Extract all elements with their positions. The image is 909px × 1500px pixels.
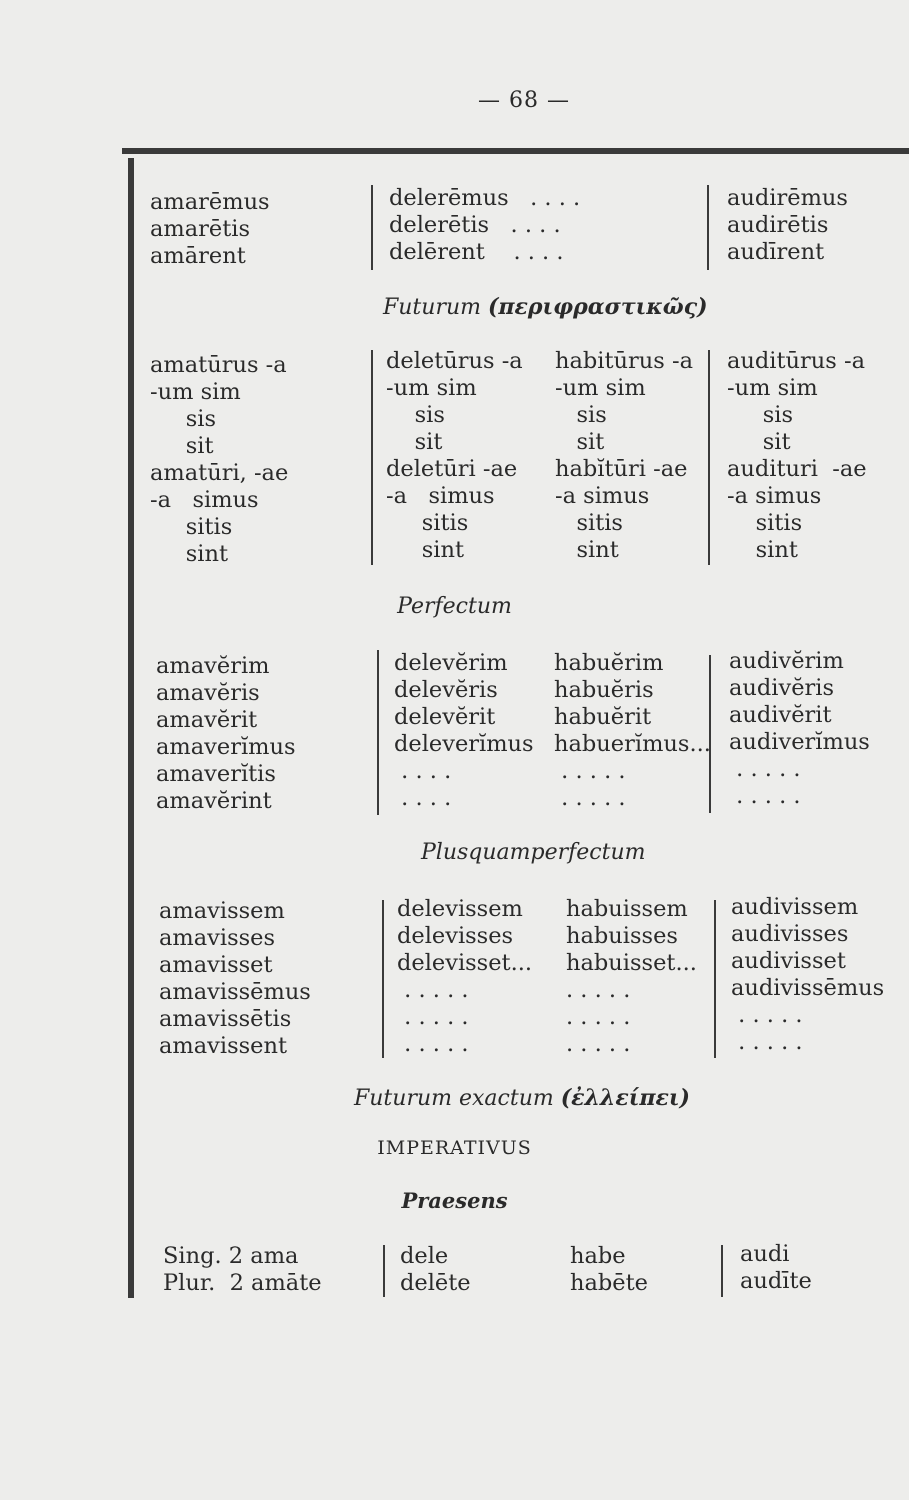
verb-form: delevisses [397,923,514,949]
verb-form: delēte [400,1270,471,1296]
verb-form: amarētis [150,216,251,242]
verb-form: audivisses [731,921,849,947]
verb-form: amavissētis [159,1006,292,1032]
verb-form: -a simus [150,487,259,513]
block1-col2 [389,185,580,266]
verb-form: Plur. 2 amāte [163,1270,322,1296]
block4-col2 [397,896,532,1058]
verb-form: delerētis . . . . [389,212,561,238]
block3-divider-1 [377,650,379,815]
verb-form: -um sim [386,375,477,401]
page-number: — 68 — [478,88,570,113]
verb-form: amavĕrim [156,653,270,679]
verb-form: audivĕrit [729,702,832,728]
verb-form: sit [555,429,605,455]
verb-form: dele [400,1243,449,1269]
verb-form: sint [727,537,798,563]
verb-form: . . . . . [566,1004,631,1030]
block1-col3 [727,185,848,266]
verb-form: amavissēmus [159,979,311,1005]
verb-form: . . . . . [729,783,801,809]
verb-form: sit [150,433,214,459]
verb-form: audivissem [731,894,859,920]
block2-col2 [386,348,523,564]
block4-col1 [159,898,311,1060]
verb-form: delerēmus . . . . [389,185,581,211]
verb-form: amavisses [159,925,276,951]
block3-col1 [156,653,296,815]
block5-col1 [163,1243,322,1297]
verb-form: sitis [150,514,233,540]
block5-col3 [570,1243,648,1297]
block1-divider-1 [371,185,373,270]
verb-form: delevisset... [397,950,533,976]
futurum-label: Futurum [383,295,481,320]
verb-form: amaverĭtis [156,761,276,787]
verb-form: sis [555,402,607,428]
verb-form: amavisset [159,952,273,978]
block4-col3 [566,896,697,1058]
verb-form: -um sim [150,379,241,405]
verb-form: -um sim [555,375,646,401]
verb-form: . . . . . [566,1031,631,1057]
verb-form: . . . . . [731,1002,803,1028]
verb-form: . . . . . [554,785,626,811]
block1-divider-2 [707,185,709,270]
futurum-heading [383,294,708,320]
verb-form: sint [386,537,465,563]
futurum-exactum-heading [354,1085,690,1111]
verb-form: deletūrus -a [386,348,523,374]
verb-form: audivissēmus [731,975,885,1001]
verb-form: habuerĭmus... [554,731,711,757]
verb-form: . . . . . [566,977,631,1003]
verb-form: delevĕris [394,677,498,703]
verb-form: habuisses [566,923,678,949]
verb-form: sint [150,541,229,567]
verb-form: . . . . . [397,977,469,1003]
verb-form: habuisset... [566,950,697,976]
block2-divider-1 [371,350,373,565]
verb-form: sitis [386,510,469,536]
verb-form: habe [570,1243,626,1269]
verb-form: -a simus [386,483,495,509]
block5-col4 [740,1241,812,1295]
verb-form: amavĕrit [156,707,258,733]
futurum-exactum-label: Futurum exactum [354,1086,554,1111]
verb-form: audirēmus [727,185,848,211]
verb-form: sis [150,406,217,432]
verb-form: audīrent [727,239,825,265]
verb-form: -um sim [727,375,818,401]
verb-form: delevissem [397,896,523,922]
perfectum-heading: Perfectum [397,594,512,619]
block5-divider-2 [721,1245,723,1297]
futurum-greek: (περιφραστικῶς) [488,294,708,320]
verb-form: delevĕrim [394,650,508,676]
verb-form: auditūrus -a [727,348,865,374]
verb-form: amatūri, -ae [150,460,289,486]
block4-divider-2 [714,900,716,1058]
verb-form: habuĕrit [554,704,652,730]
verb-form: . . . . . [731,1029,803,1055]
verb-form: habuissem [566,896,688,922]
verb-form: sis [386,402,445,428]
verb-form: amavĕris [156,680,260,706]
verb-form: . . . . . [729,756,801,782]
block5-col2 [400,1243,471,1297]
verb-form: audituri -ae [727,456,867,482]
verb-form: audivĕris [729,675,835,701]
verb-form: sit [727,429,791,455]
verb-form: amavissem [159,898,285,924]
verb-form: -a simus [727,483,822,509]
verb-form: habuĕris [554,677,654,703]
verb-form: deletūri -ae [386,456,518,482]
verb-form: amatūrus -a [150,352,287,378]
verb-form: sint [555,537,619,563]
plusquamperfectum-heading: Plusquamperfectum [421,840,646,865]
block2-col1 [150,352,288,568]
verb-form: habuĕrim [554,650,664,676]
verb-form: sitis [555,510,623,536]
block4-divider-1 [382,900,384,1058]
praesens-heading: Praesens [401,1188,508,1213]
block4-col4 [731,894,884,1056]
top-rule [122,148,909,154]
block3-col2 [394,650,534,812]
verb-form: Sing. 2 ama [163,1243,299,1269]
verb-form: audiverĭmus [729,729,870,755]
verb-form: audi [740,1241,790,1267]
verb-form: delevĕrit [394,704,496,730]
verb-form: audīte [740,1268,812,1294]
futurum-exactum-greek: (ἐλλείπει) [560,1085,690,1111]
verb-form: audirētis [727,212,829,238]
verb-form: . . . . . [554,758,626,784]
verb-form: sitis [727,510,803,536]
verb-form: habēte [570,1270,648,1296]
verb-form: deleverĭmus [394,731,534,757]
verb-form: amarēmus [150,189,270,215]
verb-form: amārent [150,243,246,269]
verb-form: sit [386,429,443,455]
verb-form: sis [727,402,794,428]
block2-col4 [727,348,867,564]
verb-form: delērent . . . . [389,239,564,265]
verb-form: -a simus [555,483,650,509]
verb-form: habĭtūri -ae [555,456,688,482]
verb-form: audivĕrim [729,648,844,674]
verb-form: habitūrus -a [555,348,693,374]
verb-form: . . . . [394,785,452,811]
verb-form: amavĕrint [156,788,272,814]
block1-col1 [150,189,270,270]
left-margin-bar [128,158,134,1298]
verb-form: amaverĭmus [156,734,296,760]
block2-divider-2 [708,350,710,565]
verb-form: . . . . . [397,1031,469,1057]
block2-col3 [555,348,693,564]
verb-form: . . . . [394,758,452,784]
block3-col3 [554,650,711,812]
verb-form: amavissent [159,1033,288,1059]
verb-form: . . . . . [397,1004,469,1030]
imperativus-heading: IMPERATIVUS [377,1137,532,1159]
verb-form: audivisset [731,948,846,974]
block3-col4 [729,648,870,810]
block5-divider-1 [383,1245,385,1297]
